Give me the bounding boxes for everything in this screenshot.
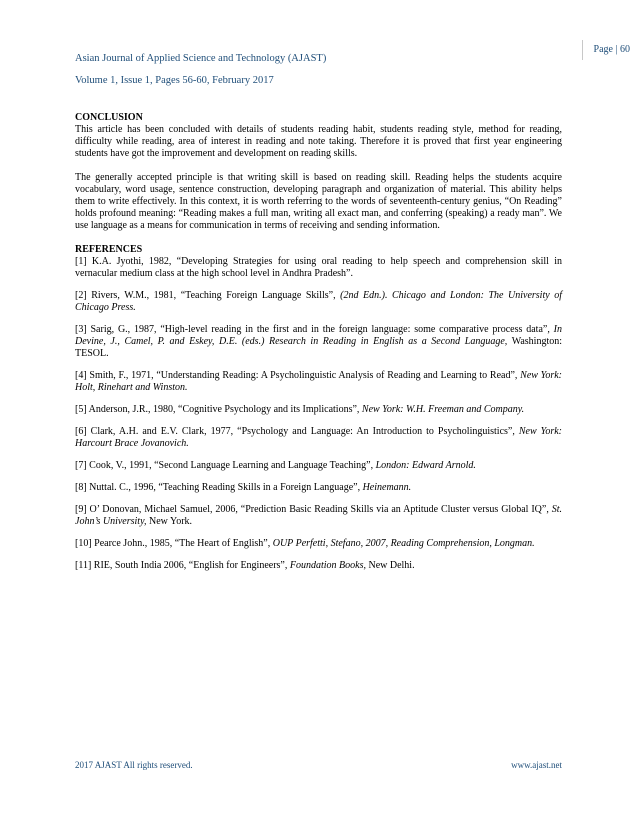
article-body [75, 112, 562, 582]
reference-text: [2] Rivers, W.M., 1981, “Teaching Foreign Language Skills”, [75, 290, 341, 301]
conclusion-paragraph-2: The generally accepted principle is that writing skill is based on reading skill. Reading helps the students acquire vocabulary, word usage, sentence construction, developing paragraph and organization of material. This ability helps them to write effectively. In this context, it is worth referring to the words of seventeenth-century genius, “On Reading” holds profound meaning: “Reading makes a full man, writing all exact man, and conferring (speaking) a ready man”. We use language as a means for communication in terms of receiving and sending information. [75, 172, 562, 231]
reference-item [75, 426, 562, 450]
reference-text: [4] Smith, F., 1971, “Understanding Reading: A Psycholinguistic Analysis of Reading and Learning to Read”, [75, 370, 521, 381]
reference-text: [10] Pearce John., 1985, “The Heart of English”, [75, 538, 273, 549]
reference-text: [11] RIE, South India 2006, “English for Engineers”, [75, 560, 290, 571]
reference-tail: Washington: TESOL. [75, 336, 562, 359]
reference-text: [9] O’ Donovan, Michael Samuel, 2006, “Prediction Basic Reading Skills via an Aptitude Cluster versus Global IQ”, [75, 504, 552, 515]
reference-italic: In Devine, J., Camel, P. and Eskey, D.E. (eds.) Research in Reading in English as a Second Language, [75, 324, 562, 347]
footer-copyright: 2017 AJAST All rights reserved. [75, 760, 193, 770]
reference-italic: St. John’s University, [75, 504, 562, 527]
reference-text: [8] Nuttal. C., 1996, “Teaching Reading Skills in a Foreign Language”, [75, 482, 363, 493]
reference-italic: New York: W.H. Freeman and Company. [361, 404, 525, 415]
reference-text: [1] K.A. Jyothi, 1982, “Developing Strategies for using oral reading to help speech and comprehension skill in vernacular medium class at the high school level in Andhra Pradesh”. [75, 256, 562, 279]
conclusion-heading: CONCLUSION [75, 112, 143, 123]
reference-item [75, 538, 562, 550]
reference-italic: (2nd Edn.). Chicago and London: The University of Chicago Press. [75, 290, 563, 313]
reference-item [75, 324, 562, 360]
journal-title: Asian Journal of Applied Science and Technology (AJAST) [75, 53, 327, 64]
conclusion-paragraph-1: This article has been concluded with details of students reading habit, students reading style, method for reading, difficulty while reading, area of interest in reading and note taking. Therefore it is proved that first year engineering students have got the improvement and development on reading skills. [75, 124, 562, 159]
reference-italic: OUP Perfetti, Stefano, 2007, Reading Comprehension, Longman. [272, 538, 535, 549]
reference-text: [7] Cook, V., 1991, “Second Language Learning and Language Teaching”, [75, 460, 376, 471]
reference-text: [6] Clark, A.H. and E.V. Clark, 1977, “Psychology and Language: An Introduction to Psycholinguistics”, [75, 426, 519, 437]
journal-header [75, 48, 326, 92]
footer-website-link[interactable]: www.ajast.net [511, 760, 562, 770]
reference-item [75, 290, 562, 314]
reference-text: [3] Sarig, G., 1987, “High-level reading in the first and in the foreign language: some comparative process data”, [75, 324, 554, 335]
journal-volume: Volume 1, Issue 1, Pages 56-60, February 2017 [75, 75, 274, 86]
reference-tail: New York. [146, 516, 193, 527]
reference-italic: New York: Holt, Rinehart and Winston. [75, 370, 562, 393]
reference-italic: New York: Harcourt Brace Jovanovich. [75, 426, 562, 449]
reference-item [75, 504, 562, 528]
reference-tail: New Delhi. [365, 560, 415, 571]
reference-item [75, 460, 562, 472]
reference-list [75, 256, 562, 572]
reference-item [75, 404, 562, 416]
page-number: Page | 60 [593, 44, 630, 55]
reference-italic: Heinemann. [362, 482, 412, 493]
reference-item [75, 370, 562, 394]
reference-item [75, 560, 562, 572]
reference-italic: London: Edward Arnold. [375, 460, 476, 471]
page-footer [75, 760, 562, 770]
reference-text: [5] Anderson, J.R., 1980, “Cognitive Psychology and its Implications”, [75, 404, 362, 415]
reference-item [75, 256, 562, 280]
reference-item [75, 482, 562, 494]
reference-italic: Foundation Books, [289, 560, 366, 571]
references-heading: REFERENCES [75, 244, 143, 255]
